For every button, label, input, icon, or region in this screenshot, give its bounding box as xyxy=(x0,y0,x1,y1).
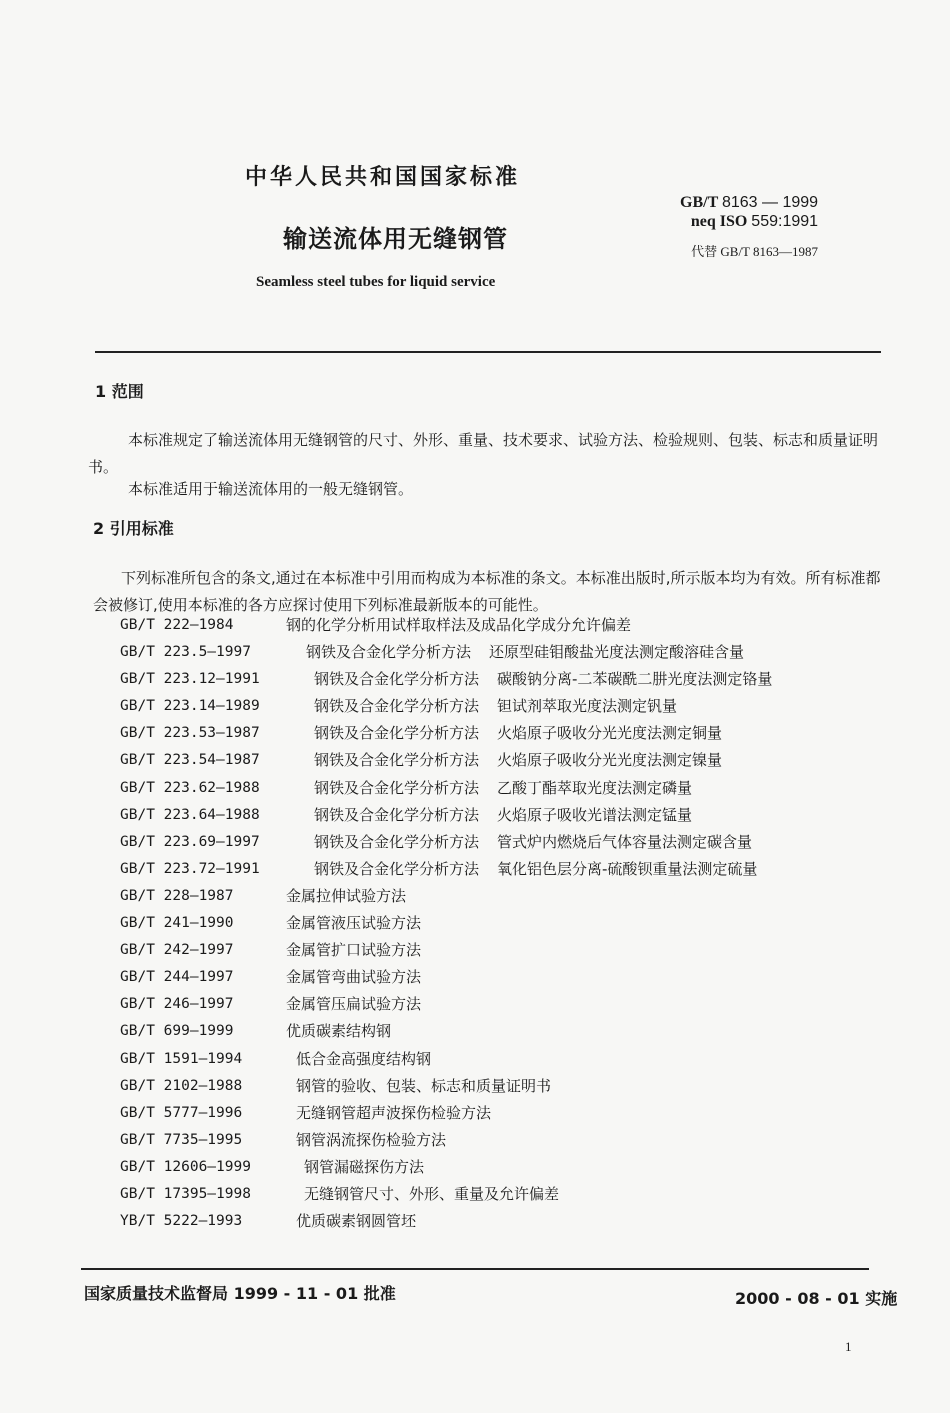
reference-code: GB/T 228—1987 xyxy=(120,887,234,904)
reference-title: 无缝钢管尺寸、外形、重量及允许偏差 xyxy=(304,1184,560,1203)
reference-item xyxy=(120,1208,772,1235)
reference-method: 氧化铝色层分离-硫酸钡重量法测定硫量 xyxy=(497,859,758,878)
reference-item xyxy=(120,666,772,693)
reference-title: 钢铁及合金化学分析方法 xyxy=(314,859,480,878)
reference-item xyxy=(120,1100,772,1127)
reference-code: GB/T 223.62—1988 xyxy=(120,779,260,796)
reference-item xyxy=(120,802,772,829)
standard-code-prefix: GB/T xyxy=(680,194,718,211)
reference-item xyxy=(120,747,772,774)
reference-title: 优质碳素钢圆管坯 xyxy=(296,1212,417,1231)
reference-method: 火焰原子吸收分光光度法测定镍量 xyxy=(497,751,723,770)
reference-title: 钢铁及合金化学分析方法 xyxy=(314,670,480,689)
reference-code: GB/T 223.69—1997 xyxy=(120,833,260,850)
reference-title: 钢铁及合金化学分析方法 xyxy=(314,832,480,851)
reference-item xyxy=(120,991,772,1018)
reference-title: 金属管弯曲试验方法 xyxy=(286,968,422,987)
reference-code: GB/T 7735—1995 xyxy=(120,1131,243,1148)
reference-title: 金属拉伸试验方法 xyxy=(286,886,407,905)
reference-code: GB/T 2102—1988 xyxy=(120,1077,243,1094)
reference-code: GB/T 1591—1994 xyxy=(120,1050,243,1067)
reference-code: GB/T 223.14—1989 xyxy=(120,698,260,715)
reference-item xyxy=(120,775,772,802)
reference-item xyxy=(120,1073,772,1100)
reference-code: GB/T 5777—1996 xyxy=(120,1104,243,1121)
reference-title: 钢管漏磁探伤方法 xyxy=(304,1157,425,1176)
standard-code xyxy=(680,193,818,212)
reference-title: 金属管扩口试验方法 xyxy=(286,941,422,960)
reference-title: 钢管的验收、包装、标志和质量证明书 xyxy=(296,1076,552,1095)
reference-method: 火焰原子吸收分光光度法测定铜量 xyxy=(497,724,723,743)
reference-code: GB/T 223.64—1988 xyxy=(120,806,260,823)
section-2-intro: 下列标准所包含的条文,通过在本标准中引用而构成为本标准的条文。本标准出版时,所示版本均为有效。所有标准都会被修订,使用本标准的各方应探讨使用下列标准最新版本的可能性。 xyxy=(93,569,881,614)
reference-title: 钢铁及合金化学分析方法 xyxy=(314,697,480,716)
reference-code: GB/T 223.5—1997 xyxy=(120,644,251,661)
reference-title: 钢铁及合金化学分析方法 xyxy=(314,805,480,824)
reference-code: GB/T 223.54—1987 xyxy=(120,752,260,769)
reference-title: 钢铁及合金化学分析方法 xyxy=(314,751,480,770)
neq-prefix: neq ISO xyxy=(690,213,748,230)
reference-code: GB/T 223.72—1991 xyxy=(120,860,260,877)
reference-title: 优质碳素结构钢 xyxy=(286,1022,392,1041)
reference-method: 管式炉内燃烧后气体容量法测定碳含量 xyxy=(497,832,753,851)
reference-code: GB/T 12606—1999 xyxy=(120,1158,251,1175)
reference-item xyxy=(120,964,772,991)
reference-code: GB/T 699—1999 xyxy=(120,1023,234,1040)
reference-title: 无缝钢管超声波探伤检验方法 xyxy=(296,1103,492,1122)
reference-item xyxy=(120,720,772,747)
reference-title: 金属管压扁试验方法 xyxy=(286,995,422,1014)
reference-title: 钢的化学分析用试样取样法及成品化学成分允许偏差 xyxy=(286,616,632,634)
reference-item xyxy=(120,856,772,883)
section-1-paragraph-1: 本标准规定了输送流体用无缝钢管的尺寸、外形、重量、技术要求、试验方法、检验规则、包装、标志和质量证明书。 xyxy=(88,431,879,476)
reference-title: 钢铁及合金化学分析方法 xyxy=(314,778,480,797)
reference-method: 碳酸钠分离-二苯碳酰二肼光度法测定铬量 xyxy=(497,670,773,689)
reference-title: 钢管涡流探伤检验方法 xyxy=(296,1130,447,1149)
reference-code: GB/T 242—1997 xyxy=(120,942,234,959)
reference-method: 还原型硅钼酸盐光度法测定酸溶硅含量 xyxy=(489,643,745,662)
reference-title: 钢铁及合金化学分析方法 xyxy=(314,724,480,743)
standard-code-block xyxy=(680,193,818,260)
reference-method: 火焰原子吸收光谱法测定锰量 xyxy=(497,805,693,824)
reference-code: YB/T 5222—1993 xyxy=(120,1213,243,1230)
reference-code: GB/T 244—1997 xyxy=(120,969,234,986)
reference-code: GB/T 223.53—1987 xyxy=(120,725,260,742)
reference-method: 乙酸丁酯萃取光度法测定磷量 xyxy=(497,778,693,797)
reference-code: GB/T 223.12—1991 xyxy=(120,671,260,688)
reference-item xyxy=(120,937,772,964)
section-1-heading: 1 范围 xyxy=(95,382,144,401)
approval-line: 国家质量技术监督局 1999 - 11 - 01 批准 xyxy=(84,1284,396,1303)
reference-item xyxy=(120,910,772,937)
reference-title: 金属管液压试验方法 xyxy=(286,914,422,933)
document-title-cn: 输送流体用无缝钢管 xyxy=(283,225,508,253)
standard-code-number: 8163 — 1999 xyxy=(721,194,819,211)
reference-item xyxy=(120,829,772,856)
reference-item xyxy=(120,883,772,910)
reference-code: GB/T 222—1984 xyxy=(120,617,234,633)
footer-divider xyxy=(81,1268,869,1270)
document-title-en: Seamless steel tubes for liquid service xyxy=(256,274,496,290)
reference-title: 低合金高强度结构钢 xyxy=(296,1049,432,1068)
section-2-heading: 2 引用标准 xyxy=(93,519,174,538)
reference-code: GB/T 17395—1998 xyxy=(120,1185,251,1202)
reference-item xyxy=(120,1046,772,1073)
national-standard-heading: 中华人民共和国国家标准 xyxy=(245,165,521,190)
reference-item xyxy=(120,612,772,639)
reference-item xyxy=(120,1154,772,1181)
effective-date: 2000 - 08 - 01 实施 xyxy=(735,1289,898,1308)
reference-title: 钢铁及合金化学分析方法 xyxy=(306,643,472,662)
reference-item xyxy=(120,1127,772,1154)
equivalence-code xyxy=(680,212,818,231)
reference-item xyxy=(120,639,772,666)
header-divider xyxy=(95,351,881,353)
page-number: 1 xyxy=(845,1339,852,1354)
neq-number: 559:1991 xyxy=(751,213,819,230)
reference-method: 钽试剂萃取光度法测定钒量 xyxy=(497,697,678,716)
reference-code: GB/T 246—1997 xyxy=(120,996,234,1013)
reference-list xyxy=(120,612,772,1235)
reference-item xyxy=(120,1181,772,1208)
section-1-paragraph-2: 本标准适用于输送流体用的一般无缝钢管。 xyxy=(128,480,414,498)
replaces-note: 代替 GB/T 8163—1987 xyxy=(691,244,819,259)
reference-item xyxy=(120,1018,772,1045)
reference-code: GB/T 241—1990 xyxy=(120,915,234,932)
reference-item xyxy=(120,693,772,720)
